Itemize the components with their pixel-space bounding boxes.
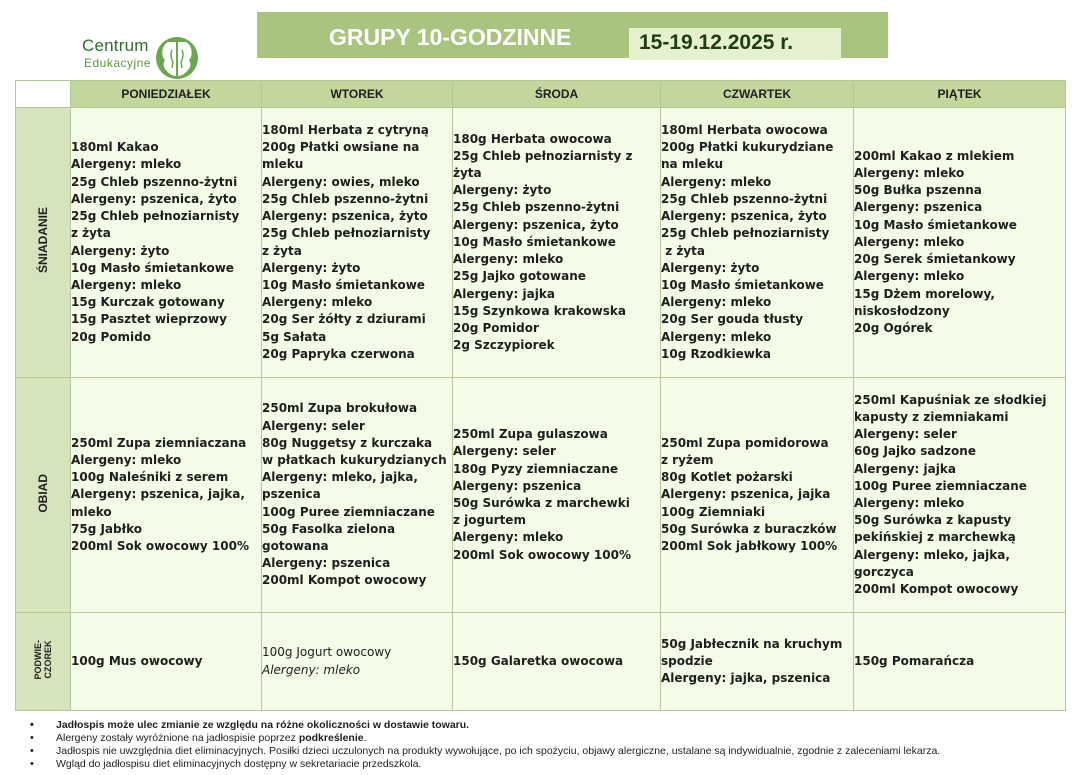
menu-line: 10g Masło śmietankowe (661, 277, 824, 292)
menu-line: 250ml Zupa pomidorowa (661, 435, 829, 450)
menu-line: 150g Pomarańcza (854, 653, 975, 668)
menu-line: 250ml Kapuśniak ze słodkiej (854, 392, 1047, 407)
menu-line: 25g Jajko gotowane (453, 269, 586, 284)
menu-line: 10g Masło śmietankowe (854, 217, 1017, 232)
menu-line: Alergeny: żyto (453, 183, 552, 198)
meal-label: PODWIE- CZOREK (33, 639, 53, 680)
menu-line: 10g Masło śmietankowe (71, 260, 234, 275)
menu-cell-wednesday (453, 378, 661, 613)
menu-line: na mleku (661, 157, 724, 172)
menu-line: Alergeny: mleko, jajka, (854, 547, 1010, 562)
menu-line: Alergeny: żyto (262, 260, 361, 275)
menu-line: Alergeny: mleko (854, 496, 965, 510)
meal-label: OBIAD (36, 473, 50, 513)
menu-cell-thursday (661, 108, 854, 378)
menu-line: 200ml Kompot owocowy (262, 573, 427, 588)
menu-line: Alergeny: jajka (453, 286, 555, 301)
menu-line: 20g Pomidor (453, 320, 539, 335)
menu-line: Alergeny: pszenica, jajka (661, 487, 831, 502)
menu-line: spodzie (661, 653, 713, 668)
menu-line: pekińskiej z marchewką (854, 530, 1016, 545)
menu-line: 15g Kurczak gotowany (71, 295, 225, 310)
menu-line: Alergeny: pszenica, żyto (453, 217, 619, 232)
menu-line: 50g Jabłecznik na kruchym (661, 636, 843, 651)
menu-line: 25g Chleb pszenno-żytni (661, 191, 828, 206)
menu-line: 100g Mus owocowy (71, 653, 203, 668)
note-item: • Alergeny zostały wyróżnione na jadłospisie poprzez podkreślenie. (30, 732, 1070, 745)
menu-cell-tuesday (262, 613, 453, 711)
logo-line1: Centrum (82, 36, 149, 55)
menu-line: 20g Ogórek (854, 320, 933, 335)
menu-line: 20g Pomido (71, 329, 151, 344)
menu-line: Alergeny: jajka, pszenica (661, 671, 831, 686)
menu-line: Alergeny: mleko (854, 234, 965, 249)
menu-line: Alergeny: mleko (661, 295, 772, 310)
menu-line: Alergeny: mleko, jajka, (262, 470, 418, 485)
menu-line: 50g Surówka z buraczków (661, 521, 837, 536)
menu-cell-monday (71, 108, 262, 378)
menu-line: 150g Galaretka owocowa (453, 653, 624, 668)
menu-line: z żyta (661, 243, 705, 258)
menu-line: 25g Chleb pełnoziarnisty (71, 209, 240, 224)
menu-line: 250ml Zupa ziemniaczana (71, 435, 247, 450)
menu-line: 25g Chleb pełnoziarnisty (661, 226, 830, 241)
menu-line: 100g Puree ziemniaczane (854, 478, 1027, 493)
menu-line: mleko (71, 504, 112, 519)
menu-line: 80g Nuggetsy z kurczaka (262, 435, 433, 450)
menu-line: Alergeny: pszenica, żyto (661, 209, 827, 224)
menu-cell-friday (854, 378, 1066, 613)
menu-line: 25g Chleb pszenno-żytni (262, 191, 429, 206)
menu-cell-wednesday (453, 108, 661, 378)
menu-cell-monday (71, 613, 262, 711)
menu-line: 100g Naleśniki z serem (71, 470, 229, 485)
day-header-tuesday: WTOREK (262, 81, 453, 108)
menu-line: 50g Surówka z kapusty (854, 513, 1012, 528)
corner-cell (16, 81, 71, 108)
menu-line: 200ml Kompot owocowy (854, 582, 1019, 597)
menu-table (15, 80, 1066, 711)
menu-cell-thursday (661, 378, 854, 613)
menu-line: Alergeny: żyto (71, 243, 170, 258)
menu-line: Alergeny: mleko (453, 530, 564, 545)
menu-cell-tuesday (262, 108, 453, 378)
menu-cell-friday (854, 108, 1066, 378)
menu-line: Alergeny: mleko (854, 166, 965, 181)
menu-line: Alergeny: seler (453, 444, 556, 459)
menu-line: Alergeny: jajka (854, 461, 956, 476)
menu-line: Alergeny: mleko (453, 252, 564, 267)
menu-line: pszenica (262, 487, 321, 502)
menu-line: z żyta (262, 243, 302, 258)
meal-label-cell (16, 378, 71, 613)
menu-line: 5g Sałata (262, 329, 327, 344)
menu-line: 200ml Sok jabłkowy 100% (661, 539, 838, 553)
date-range: 15-19.12.2025 r. (629, 28, 841, 60)
menu-line: 10g Masło śmietankowe (262, 277, 425, 292)
menu-line: 180ml Herbata z cytryną (262, 123, 429, 138)
menu-line: w płatkach kukurydzianych (262, 452, 447, 467)
day-header-wednesday: ŚRODA (453, 81, 661, 108)
menu-line: gorczyca (854, 564, 914, 579)
menu-line: z żyta (71, 226, 111, 241)
menu-line: mleku (262, 157, 304, 172)
day-header-friday: PIĄTEK (854, 81, 1066, 108)
note-emphasis: podkreślenie (298, 732, 364, 744)
note-item: • Jadłospis może ulec zmianie ze względu na różne okoliczności w dostawie towaru. (30, 719, 1070, 732)
day-header-thursday: CZWARTEK (661, 81, 854, 108)
menu-line: 15g Pasztet wieprzowy (71, 312, 227, 327)
menu-line: Alergeny: pszenica, żyto (262, 209, 428, 224)
menu-line: 180ml Herbata owocowa (661, 123, 828, 138)
menu-line: Alergeny: mleko (661, 329, 772, 344)
menu-line: 25g Chleb pełnoziarnisty (262, 226, 431, 241)
menu-line: 100g Ziemniaki (661, 504, 766, 519)
menu-line: Alergeny: mleko (262, 662, 361, 677)
menu-line: 200g Płatki kukurydziane (661, 140, 834, 155)
menu-cell-monday (71, 378, 262, 613)
menu-line: gotowana (262, 539, 329, 553)
day-header-monday: PONIEDZIAŁEK (71, 81, 262, 108)
menu-line: Alergeny: pszenica, żyto (71, 191, 237, 206)
logo (80, 36, 205, 81)
logo-faces-icon (154, 36, 200, 80)
meal-label-cell (16, 108, 71, 378)
menu-line: 15g Dżem morelowy, (854, 286, 995, 301)
menu-line: 180g Pyzy ziemniaczane (453, 461, 619, 476)
meal-row (16, 108, 1066, 378)
menu-line: Alergeny: mleko (854, 269, 965, 284)
title-bar (257, 12, 888, 58)
menu-line: 50g Surówka z marchewki (453, 496, 630, 510)
menu-line: z ryżem (661, 452, 714, 467)
menu-line: 10g Rzodkiewka (661, 346, 771, 361)
menu-line: 20g Serek śmietankowy (854, 252, 1016, 267)
menu-line: Alergeny: seler (262, 418, 365, 433)
menu-line: 200ml Kakao z mlekiem (854, 148, 1015, 163)
menu-line: 20g Ser żółty z dziurami (262, 312, 426, 327)
page-title: GRUPY 10-GODZINNE (329, 24, 572, 50)
menu-line: Alergeny: pszenica, jajka, (71, 487, 245, 502)
note-item: • Wgląd do jadłospisu diet eliminacyjnych dostępny w sekretariacie przedszkola. (30, 758, 1070, 771)
menu-line: 75g Jabłko (71, 521, 142, 536)
meal-row (16, 378, 1066, 613)
meal-label: ŚNIADANIE (36, 207, 50, 274)
meal-row (16, 613, 1066, 711)
menu-line: 10g Masło śmietankowe (453, 234, 616, 249)
menu-line: 250ml Zupa brokułowa (262, 401, 418, 416)
menu-cell-wednesday (453, 613, 661, 711)
note-item: • Jadłospis nie uwzględnia diet eliminacyjnych. Posiłki dzieci uczulonych na produkty wywołujące, po ich spożyciu, objawy alergiczne, ustalane są indywidualnie, zgodnie z zaleceniami lekarza. (30, 745, 1070, 758)
menu-line: Alergeny: mleko (71, 157, 182, 172)
menu-line: 80g Kotlet pożarski (661, 470, 793, 485)
menu-line: 100g Puree ziemniaczane (262, 504, 435, 519)
menu-line: Alergeny: mleko (71, 277, 182, 292)
menu-line: 25g Chleb pełnoziarnisty z żyta (453, 148, 637, 181)
menu-line: Alergeny: pszenica (854, 200, 983, 215)
menu-cell-friday (854, 613, 1066, 711)
menu-line: 25g Chleb pszenno-żytni (71, 174, 238, 189)
menu-line: Alergeny: mleko (71, 452, 182, 467)
menu-line: 50g Bułka pszenna (854, 183, 982, 198)
menu-line: 180ml Kakao (71, 140, 159, 155)
menu-line: Alergeny: żyto (661, 260, 760, 275)
menu-line: 20g Ser gouda tłusty (661, 312, 804, 327)
menu-line: 60g Jajko sadzone (854, 444, 976, 459)
day-header-row (16, 81, 1066, 108)
menu-line: 20g Papryka czerwona (262, 346, 415, 361)
menu-line: z jogurtem (453, 513, 526, 528)
menu-line: Alergeny: seler (854, 427, 957, 442)
menu-line: 200g Płatki owsiane na (262, 140, 420, 155)
menu-line: 2g Szczypiorek (453, 338, 555, 353)
menu-line: 180g Herbata owocowa (453, 131, 612, 146)
meal-label-cell (16, 613, 71, 711)
menu-line: 25g Chleb pszenno-żytni (453, 200, 620, 215)
menu-line: 50g Fasolka zielona (262, 521, 396, 536)
menu-cell-tuesday (262, 378, 453, 613)
menu-line: 200ml Sok owocowy 100% (71, 539, 249, 553)
menu-line: Alergeny: owies, mleko (262, 174, 420, 189)
footnotes (30, 719, 1070, 771)
menu-line: 15g Szynkowa krakowska (453, 303, 626, 318)
menu-line: Alergeny: mleko (661, 174, 772, 189)
menu-line: Alergeny: mleko (262, 295, 373, 310)
menu-line: 100g Jogurt owocowy (262, 645, 392, 660)
menu-line: Alergeny: pszenica (453, 478, 582, 493)
menu-cell-thursday (661, 613, 854, 711)
menu-line: 250ml Zupa gulaszowa (453, 427, 608, 442)
logo-line2: Edukacyjne (84, 56, 152, 70)
menu-line: 200ml Sok owocowy 100% (453, 547, 631, 562)
menu-line: kapusty z ziemniakami (854, 409, 1009, 424)
menu-line: niskosłodzony (854, 303, 950, 318)
menu-line: Alergeny: pszenica (262, 556, 391, 571)
